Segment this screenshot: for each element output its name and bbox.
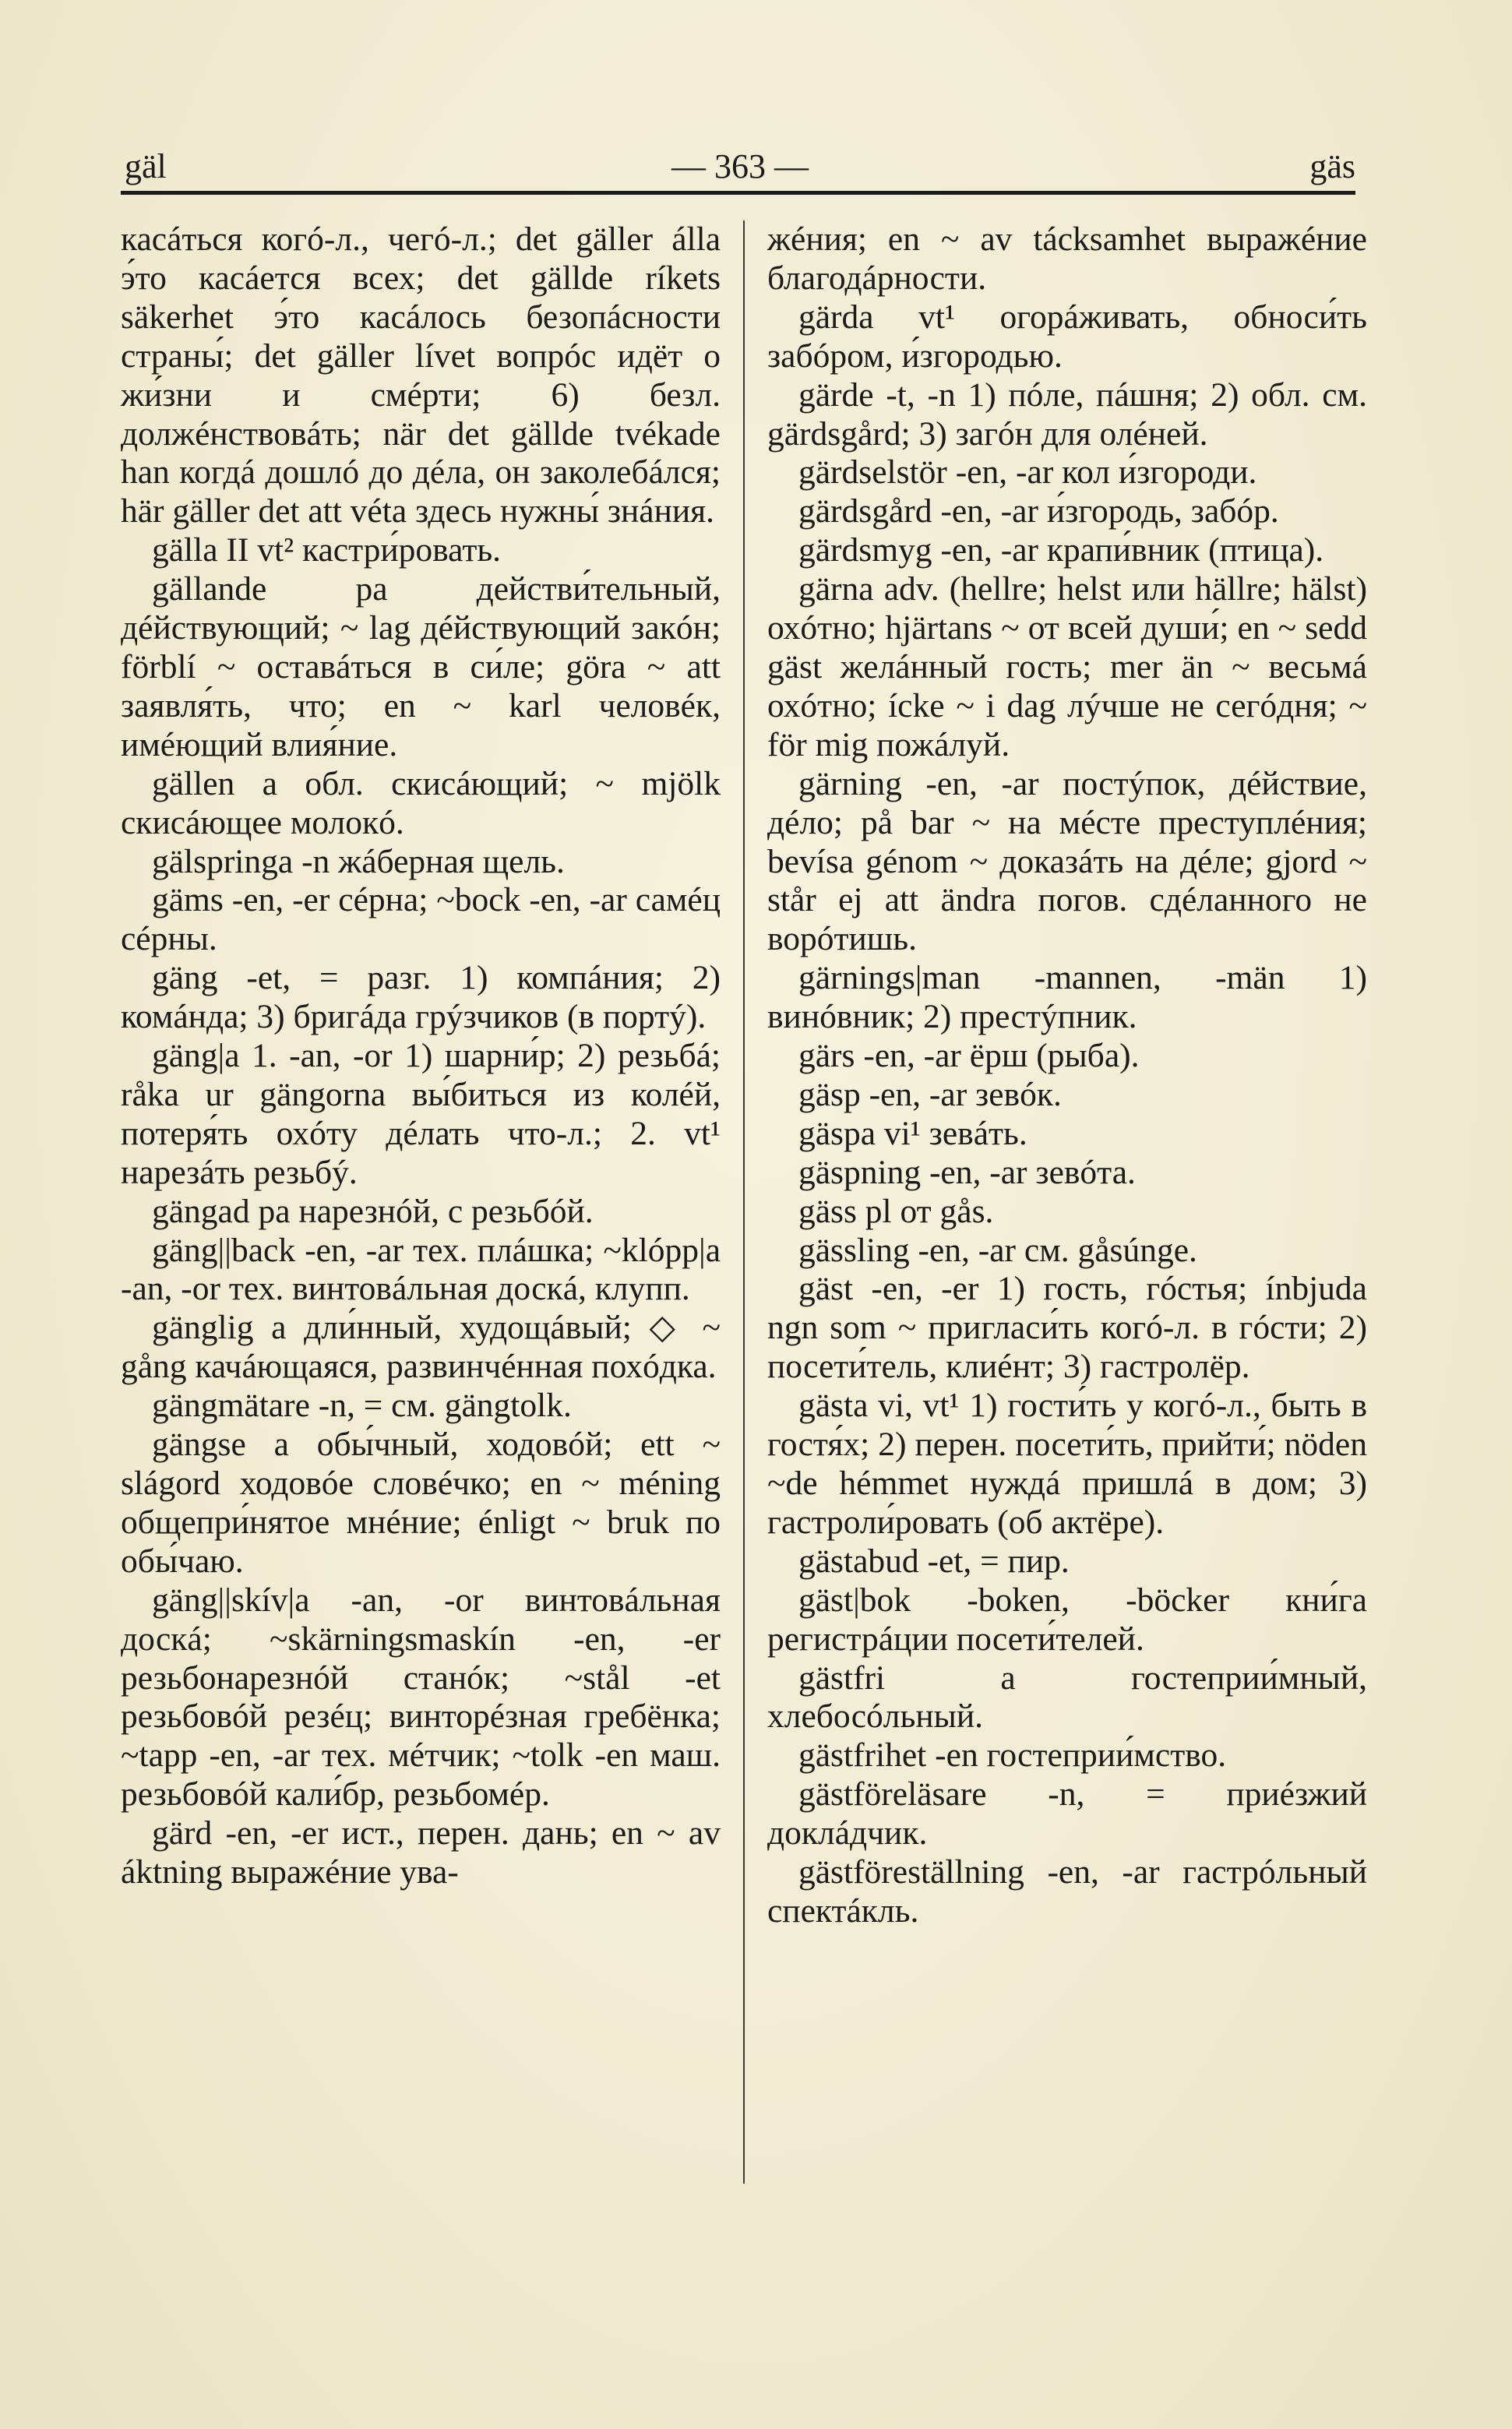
dictionary-entry: gärning -en, -ar постýпок, дéйствие, дéло; på bar ~ на мéсте преступлéния; bevísa génom ~ доказáть на дéле; gjord ~ står ej att ändra погов. сдéланного не ворóтишь. [767, 764, 1367, 958]
dictionary-entry: gällande pa действи́тельный, дéйствующий; ~ lag дéйствующий закóн; förblí ~ оставáться в си́ле; göra ~ att заявля́ть, что; en ~ karl человéк, имéющий влия́ние. [121, 570, 721, 763]
dictionary-entry: gärde -t, -n 1) пóле, пáшня; 2) обл. см. gärdsgård; 3) загóн для олéней. [767, 375, 1367, 453]
dictionary-entry: gästabud -et, = пир. [798, 1542, 1070, 1580]
dictionary-entry: gängse a обы́чный, ходовóй; ett ~ slágord ходовóе словéчко; en ~ méning общепри́нятое мнéние; énligt ~ bruk по обы́чаю. [121, 1426, 721, 1580]
column-divider [743, 220, 745, 2184]
dictionary-entry: gärnings|man -mannen, -män 1) винóвник; 2) престýпник. [767, 959, 1367, 1036]
right-column [767, 220, 1367, 1931]
dictionary-entry: gärdselstör -en, -ar кол и́згороди. [798, 453, 1257, 492]
dictionary-entry: gästfrihet -en гостеприи́мство. [798, 1736, 1227, 1775]
dictionary-entry: gästföreläsare -n, = приéзжий доклáдчик. [767, 1775, 1367, 1853]
dictionary-entry: gäsp -en, -ar зевóк. [798, 1075, 1062, 1113]
left-column [121, 220, 721, 1892]
dictionary-entry: gäng||skív|a -an, -or винтовáльная доскá; ~skärningsmaskín -en, -er резьбонарезнóй станóк; ~stål -et резьбовóй резéц; винторéзная гребёнка; ~tapp -en, -ar тех. мéтчик; ~tolk -en маш. резьбовóй кали́бр, резьбомéр. [121, 1581, 721, 1814]
dictionary-entry: gänglig a дли́нный, худощáвый; ◇ ~ gång качáющаяся, развинчéнная похóдка. [121, 1309, 721, 1386]
dictionary-entry: gästa vi, vt¹ 1) гости́ть у когó-л., быть в гостя́х; 2) перен. посети́ть, прийти́; nöden ~de hémmet нуждá пришлá в дом; 3) гастроли́ровать (об актёре). [767, 1387, 1367, 1541]
dictionary-entry: gärna adv. (hellre; helst или hällre; hälst) охóтно; hjärtans ~ от всей души́; en ~ sedd gäst желáнный гость; mer än ~ весьмá охóтно; ícke ~ i dag лýчше не сегóдня; ~ för mig пожáлуй. [767, 570, 1367, 763]
header-first-word: gäl [125, 147, 167, 185]
dictionary-entry: gäspning -en, -ar зевóта. [798, 1153, 1136, 1191]
dictionary-entry: жéния; en ~ av tácksamhet выражéние благодáрности. [767, 220, 1367, 297]
dictionary-entry: gärdsmyg -en, -ar крапи́вник (птица). [798, 531, 1324, 569]
dictionary-entry: gässling -en, -ar см. gåsúnge. [798, 1231, 1197, 1269]
header-last-word: gäs [1309, 147, 1355, 185]
dictionary-entry: gärs -en, -ar ёрш (рыба). [798, 1037, 1140, 1075]
dictionary-entry: gäng|a 1. -an, -or 1) шарни́р; 2) резьбá; råka ur gängorna вы́биться из колéй, потеря́ть охóту дéлать что-л.; 2. vt¹ нарезáть резьбý. [121, 1037, 721, 1191]
dictionary-entry: gärda vt¹ огорáживать, обноси́ть забóром, и́згородью. [767, 298, 1367, 375]
dictionary-entry: gäspa vi¹ зевáть. [798, 1114, 1027, 1152]
dictionary-entry: gärdsgård -en, -ar и́згородь, забóр. [798, 492, 1279, 531]
dictionary-entry: gästföreställning -en, -ar гастрóльный спектáкль. [767, 1853, 1367, 1930]
header-rule [121, 191, 1355, 195]
dictionary-entry: gästfri a гостеприи́мный, хлебосóльный. [767, 1659, 1367, 1736]
dictionary-entry: gäst -en, -er 1) гость, гóстья; ínbjuda ngn som ~ пригласи́ть когó-л. в гóсти; 2) посети́тель, клиéнт; 3) гастролёр. [767, 1270, 1367, 1386]
dictionary-entry: gärd -en, -er ист., перен. дань; en ~ av áktning выражéние ува- [121, 1814, 721, 1891]
dictionary-entry: gäms -en, -er сéрна; ~bock -en, -ar самéц сéрны. [121, 881, 721, 958]
dictionary-entry: gälspringa -n жáберная щель. [152, 842, 565, 880]
dictionary-entry: gängad pa нарезнóй, с резьбóй. [152, 1192, 594, 1230]
page-header [125, 146, 1355, 193]
dictionary-entry: gällen a обл. скисáющий; ~ mjölk скисáющее молокó. [121, 764, 721, 841]
dictionary-entry: gäss pl от gås. [798, 1192, 994, 1230]
dictionary-entry: gäng||back -en, -ar тех. плáшка; ~klópp|a -an, -or тех. винтовáльная доскá, клупп. [121, 1231, 721, 1308]
dictionary-entry: gälla II vt² кастри́ровать. [152, 531, 502, 569]
dictionary-entry: gängmätare -n, = см. gängtolk. [152, 1387, 572, 1425]
page-number: — 363 — [671, 147, 809, 185]
dictionary-entry: gäng -et, = разг. 1) компáния; 2) комáнда; 3) бригáда грýзчиков (в портý). [121, 959, 721, 1036]
dictionary-entry: касáться когó-л., чегó-л.; det gäller álla э́то касáется всех; det gällde ríkets säkerhet э́то касáлось безопáсности страны́; det gäller lívet вопрóс идёт о жи́зни и смéрти; 6) безл. должéнствовáть; när det gällde tvékade han когдá дошлó до дéла, он заколебáлся; här gäller det att véta здесь нужны́ знáния. [121, 220, 721, 531]
dictionary-entry: gäst|bok -boken, -böcker кни́га регистрáции посети́телей. [767, 1581, 1367, 1658]
